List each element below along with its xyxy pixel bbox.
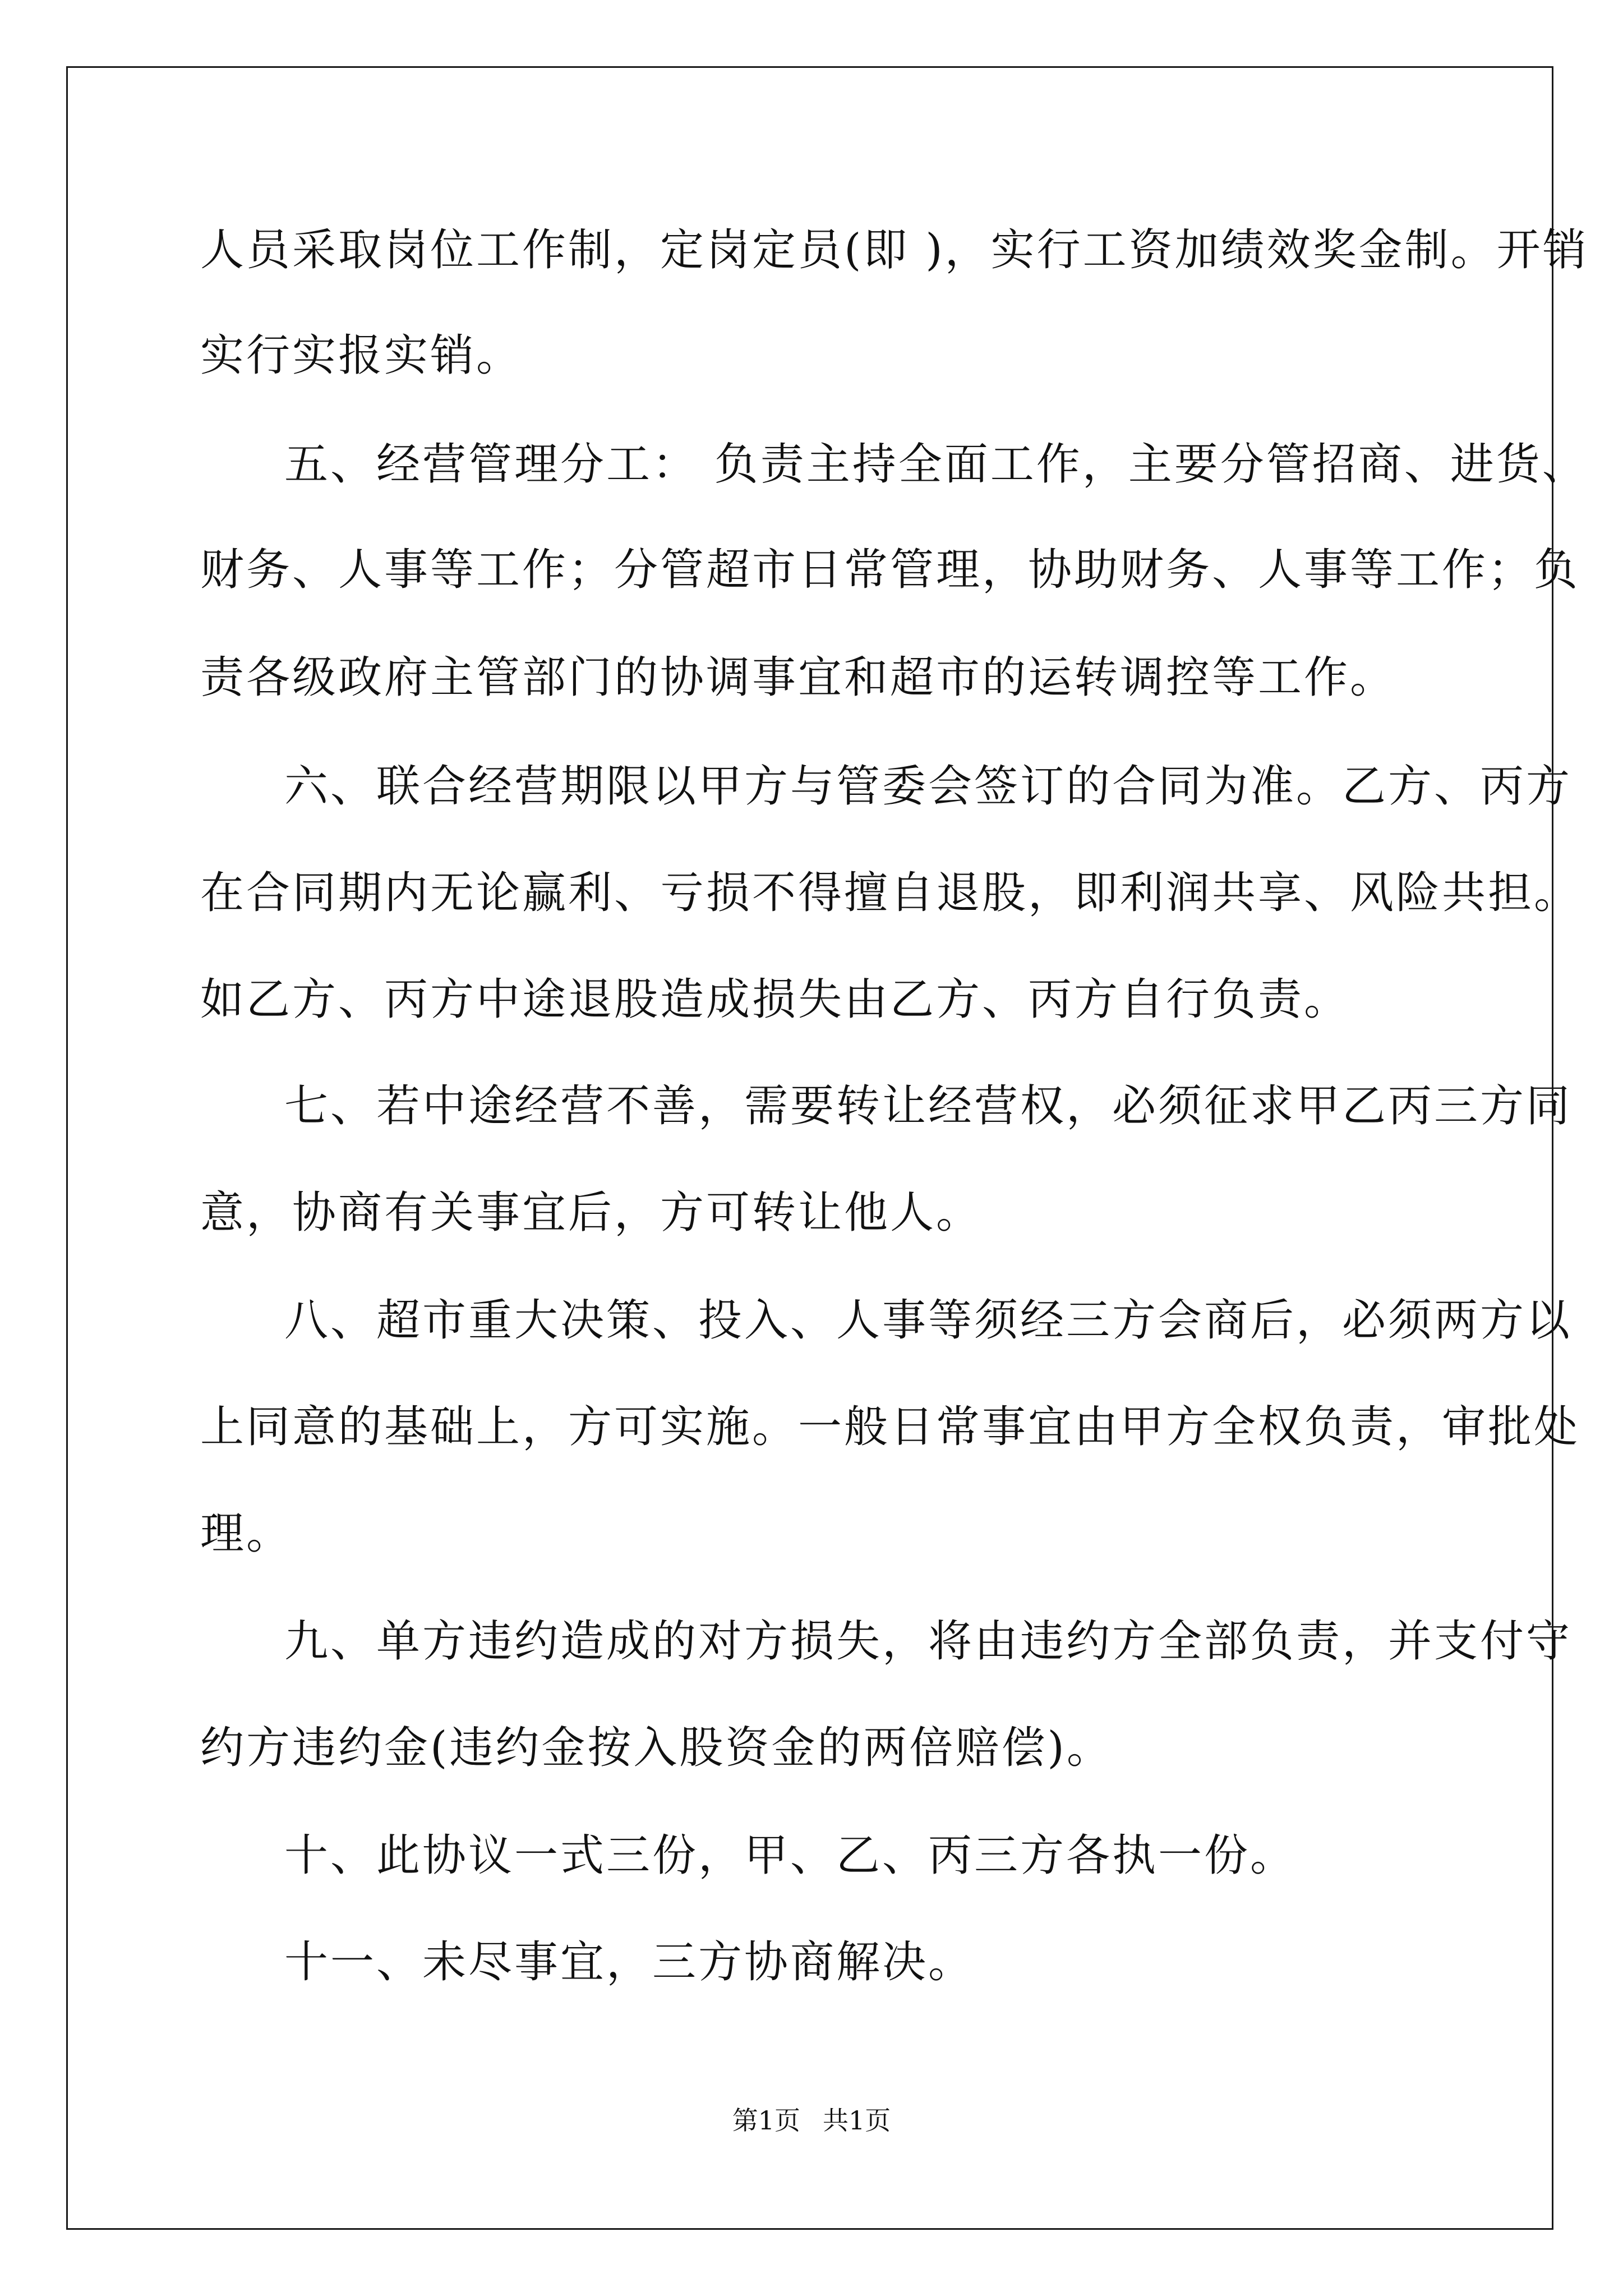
paragraph-heading-5: 五、经营管理分工： 负责主持全面工作，主要分管招商、进货、 (284, 439, 1588, 490)
page-border (66, 66, 1553, 2230)
page-number: 第1页 (732, 2105, 800, 2136)
text-line: 在合同期内无论赢利、亏损不得擅自退股，即利润共享、风险共担。 (200, 868, 1580, 918)
paragraph-heading-10: 十、此协议一式三份，甲、乙、丙三方各执一份。 (284, 1830, 1297, 1881)
page-total: 共1页 (823, 2105, 891, 2136)
paragraph-heading-6: 六、联合经营期限以甲方与管委会签订的合同为准。乙方、丙方 (284, 761, 1573, 812)
paragraph-heading-7: 七、若中途经营不善，需要转让经营权，必须征求甲乙丙三方同 (284, 1081, 1573, 1131)
text-line: 上同意的基础上，方可实施。一般日常事宜由甲方全权负责，审批处 (200, 1402, 1580, 1452)
paragraph-heading-9: 九、单方违约造成的对方损失，将由违约方全部负责，并支付守 (284, 1616, 1573, 1667)
text-line: 如乙方、丙方中途退股造成损失由乙方、丙方自行负责。 (200, 974, 1350, 1025)
page-footer (0, 2104, 1623, 2137)
text-line: 人员采取岗位工作制，定岗定员(即 )，实行工资加绩效奖金制。开销 (200, 225, 1589, 275)
text-line: 实行实报实销。 (200, 330, 523, 381)
text-line: 财务、人事等工作；分管超市日常管理，协助财务、人事等工作；负 (200, 545, 1580, 595)
text-line: 理。 (200, 1508, 293, 1559)
text-line: 责各级政府主管部门的协调事宜和超市的运转调控等工作。 (200, 652, 1396, 703)
paragraph-heading-8: 八、超市重大决策、投入、人事等须经三方会商后，必须两方以 (284, 1295, 1573, 1346)
paragraph-heading-11: 十一、未尽事宜，三方协商解决。 (284, 1937, 975, 1987)
text-line: 意，协商有关事宜后，方可转让他人。 (200, 1188, 983, 1238)
text-line: 约方违约金(违约金按入股资金的两倍赔偿)。 (200, 1723, 1113, 1773)
